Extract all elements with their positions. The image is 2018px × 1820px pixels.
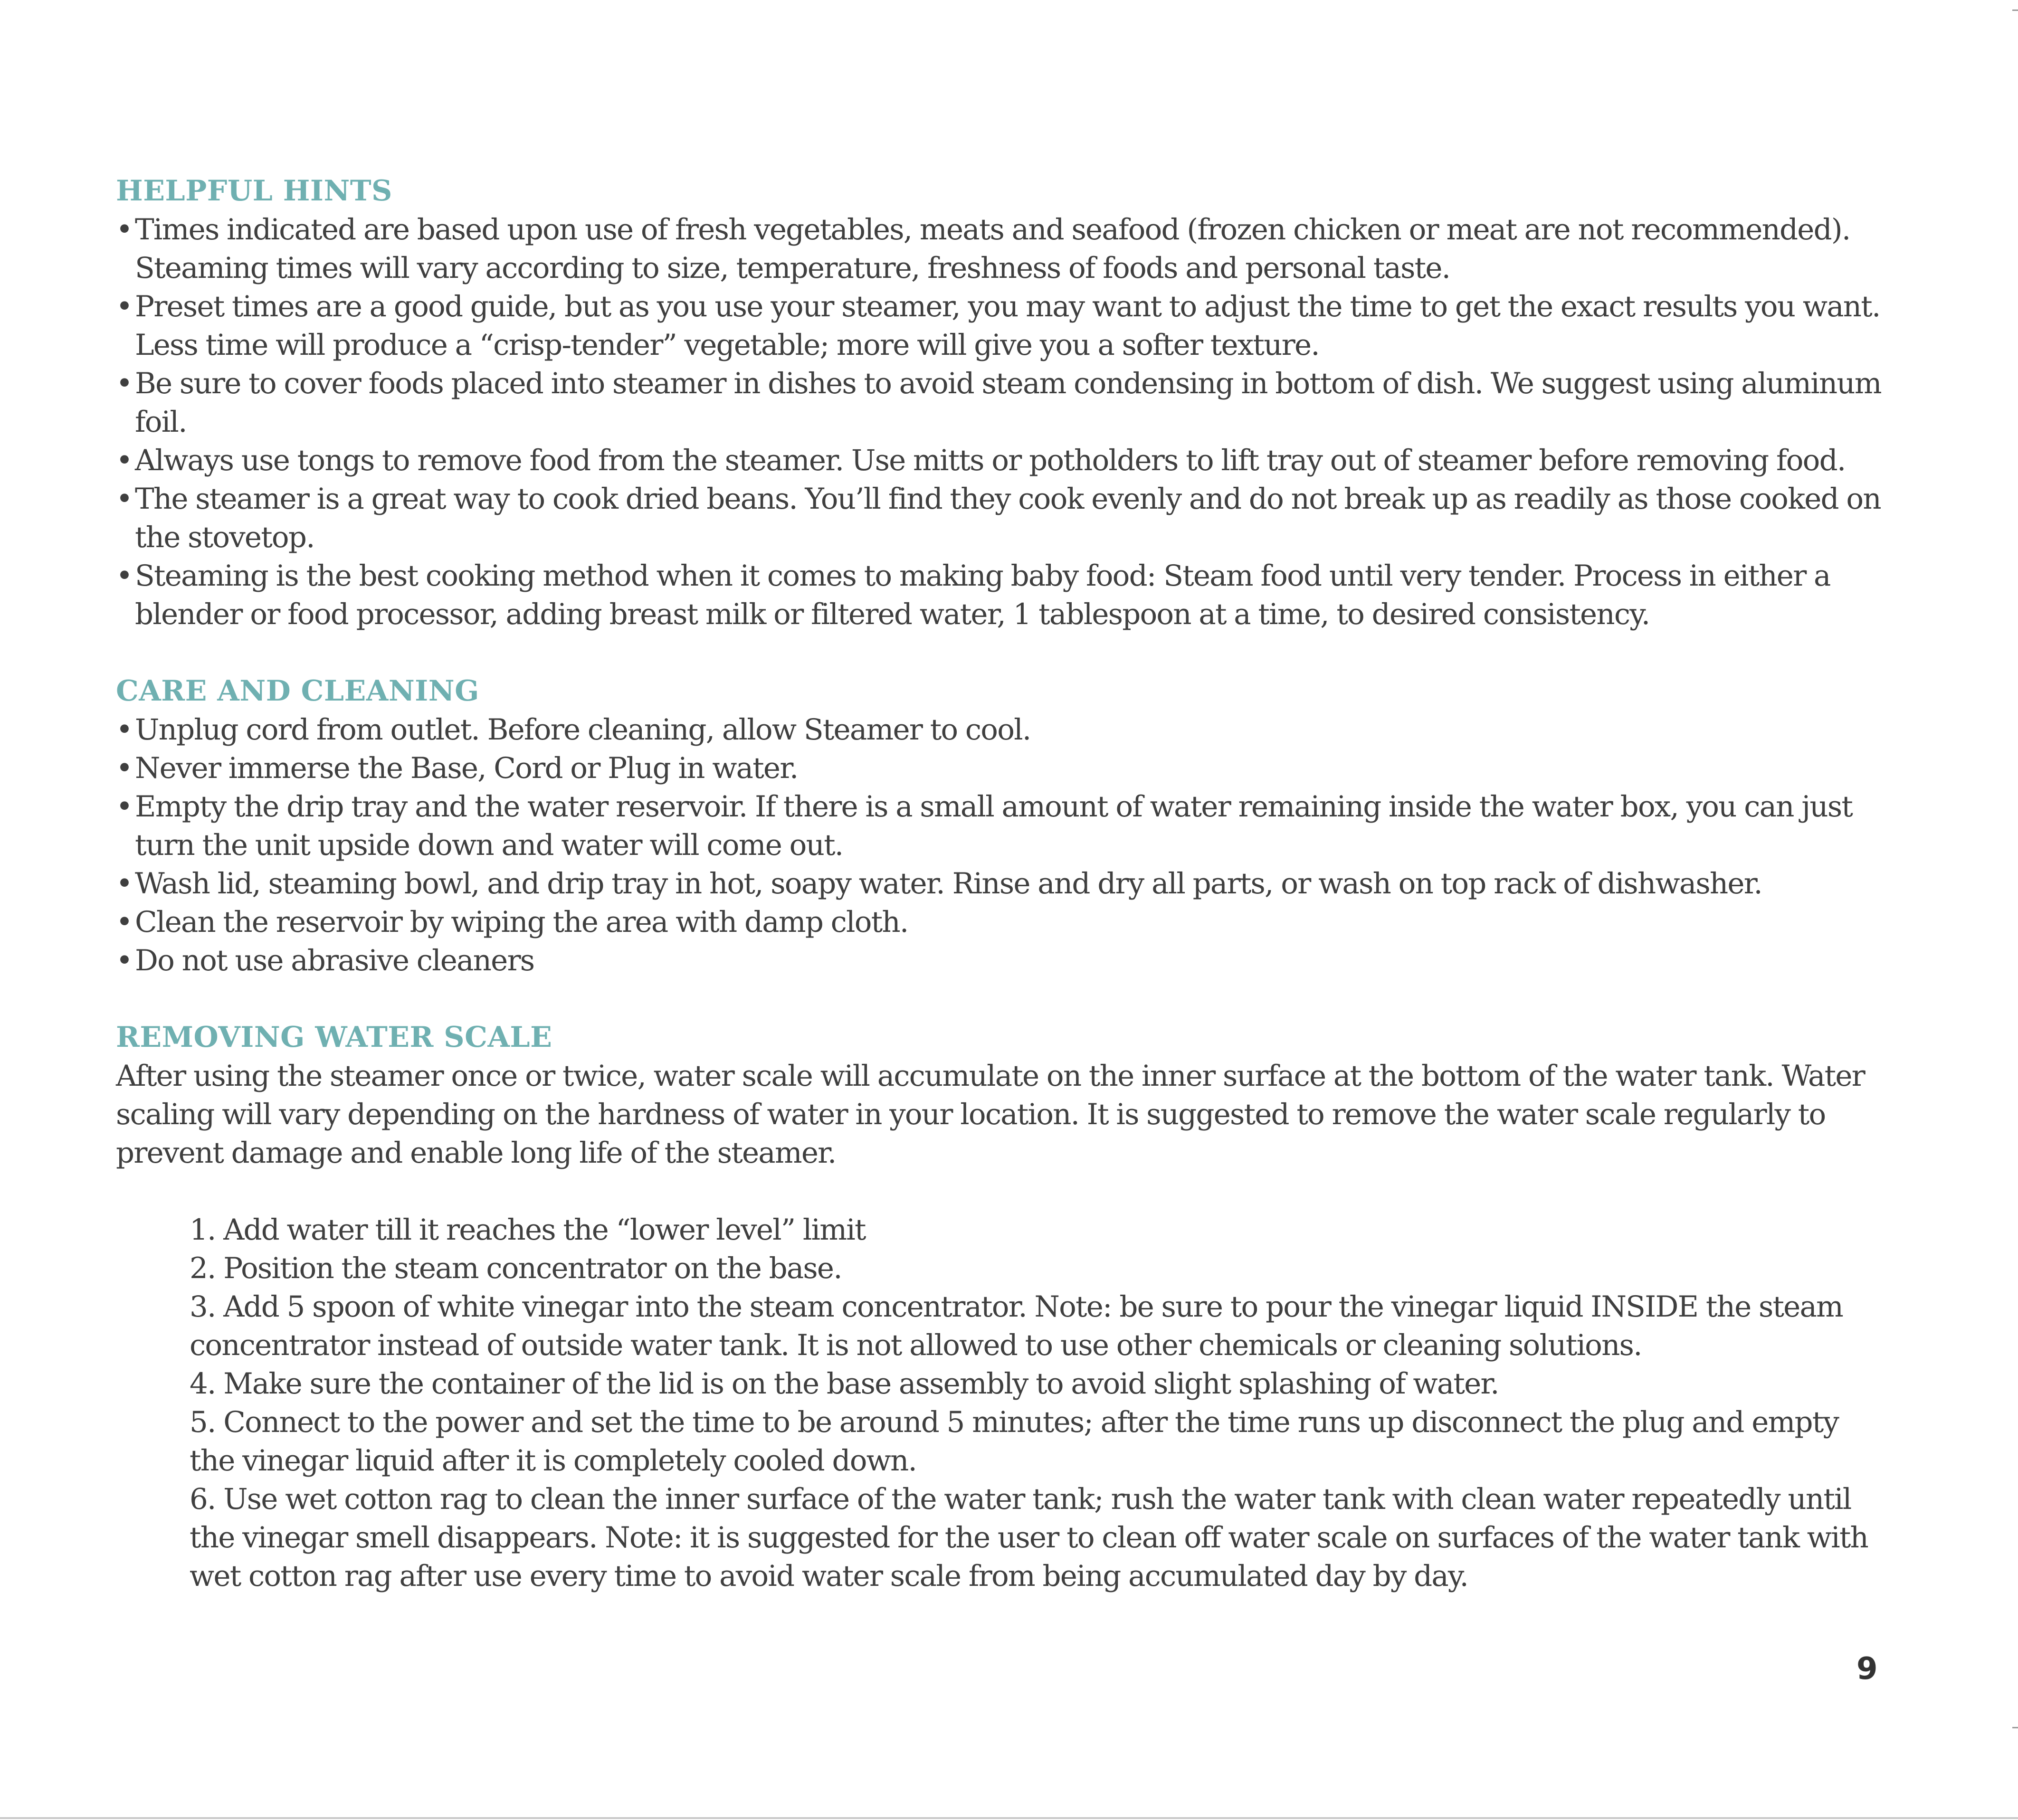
helpful-hints-section <box>116 172 1883 634</box>
crop-mark <box>2012 1727 2018 1728</box>
list-item: • Be sure to cover foods placed into steamer in dishes to avoid steam condensing in bottom of dish. We suggest using aluminum foil. <box>116 364 1883 441</box>
list-item: • Never immerse the Base, Cord or Plug in water. <box>116 749 1883 787</box>
list-item: • The steamer is a great way to cook dried beans. You’ll find they cook evenly and do not break up as readily as those cooked on the stovetop. <box>116 480 1883 557</box>
step-item: 1. Add water till it reaches the “lower level” limit <box>190 1213 866 1247</box>
helpful-hints-list <box>116 210 1883 634</box>
step-item: 3. Add 5 spoon of white vinegar into the steam concentrator. Note: be sure to pour the vinegar liquid INSIDE the steam concentrator instead of outside water tank. It is not allowed to use other chemicals or cleaning solutions. <box>190 1290 1843 1362</box>
page-bottom-edge <box>0 1817 2018 1819</box>
page-content <box>116 172 1883 1595</box>
care-and-cleaning-section <box>116 672 1883 980</box>
crop-mark <box>2012 9 2018 11</box>
care-and-cleaning-heading: CARE AND CLEANING <box>116 674 479 708</box>
step-item: 2. Position the steam concentrator on the base. <box>190 1251 842 1285</box>
list-item: • Unplug cord from outlet. Before cleaning, allow Steamer to cool. <box>116 711 1883 749</box>
list-item: • Always use tongs to remove food from the steamer. Use mitts or potholders to lift tray out of steamer before removing food. <box>116 441 1883 480</box>
list-item: • Wash lid, steaming bowl, and drip tray in hot, soapy water. Rinse and dry all parts, or wash on top rack of dishwasher. <box>116 864 1883 903</box>
section-spacer <box>116 634 1883 672</box>
step-item: 4. Make sure the container of the lid is on the base assembly to avoid slight splashing of water. <box>190 1367 1499 1401</box>
list-item: • Steaming is the best cooking method when it comes to making baby food: Steam food until very tender. Process in either a blender or food processor, adding breast milk or filtered water, 1 tablespoon at a time, to desired consistency. <box>116 557 1883 634</box>
removing-water-scale-section <box>116 1018 1883 1595</box>
step-item: 5. Connect to the power and set the time to be around 5 minutes; after the time runs up disconnect the plug and empty the vinegar liquid after it is completely cooled down. <box>190 1405 1839 1478</box>
list-item: • Preset times are a good guide, but as you use your steamer, you may want to adjust the time to get the exact results you want. Less time will produce a “crisp-tender” vegetable; more will give you a softer texture. <box>116 287 1883 364</box>
paragraph-spacer <box>116 1172 1883 1211</box>
list-item: • Times indicated are based upon use of fresh vegetables, meats and seafood (frozen chicken or meat are not recommended). Steaming times will vary according to size, temperature, freshness of foods and personal taste. <box>116 210 1883 287</box>
list-item: • Empty the drip tray and the water reservoir. If there is a small amount of water remaining inside the water box, you can just turn the unit upside down and water will come out. <box>116 787 1883 864</box>
list-item: • Do not use abrasive cleaners <box>116 941 1883 980</box>
helpful-hints-heading: HELPFUL HINTS <box>116 174 392 208</box>
page-number: 9 <box>1856 1651 1878 1687</box>
removing-water-scale-intro: After using the steamer once or twice, water scale will accumulate on the inner surface at the bottom of the water tank. Water scaling will vary depending on the hardness of water in your location. It is suggested to remove the water scale regularly to prevent damage and enable long life of the steamer. <box>116 1059 1865 1170</box>
section-spacer <box>116 980 1883 1018</box>
care-and-cleaning-list <box>116 711 1883 980</box>
list-item: • Clean the reservoir by wiping the area with damp cloth. <box>116 903 1883 941</box>
removing-water-scale-heading: REMOVING WATER SCALE <box>116 1021 552 1054</box>
step-item: 6. Use wet cotton rag to clean the inner surface of the water tank; rush the water tank with clean water repeatedly until the vinegar smell disappears. Note: it is suggested for the user to clean off water scale on surfaces of the water tank with wet cotton rag after use every time to avoid water scale from being accumulated day by day. <box>190 1482 1868 1593</box>
descaling-steps-list <box>116 1211 1883 1595</box>
